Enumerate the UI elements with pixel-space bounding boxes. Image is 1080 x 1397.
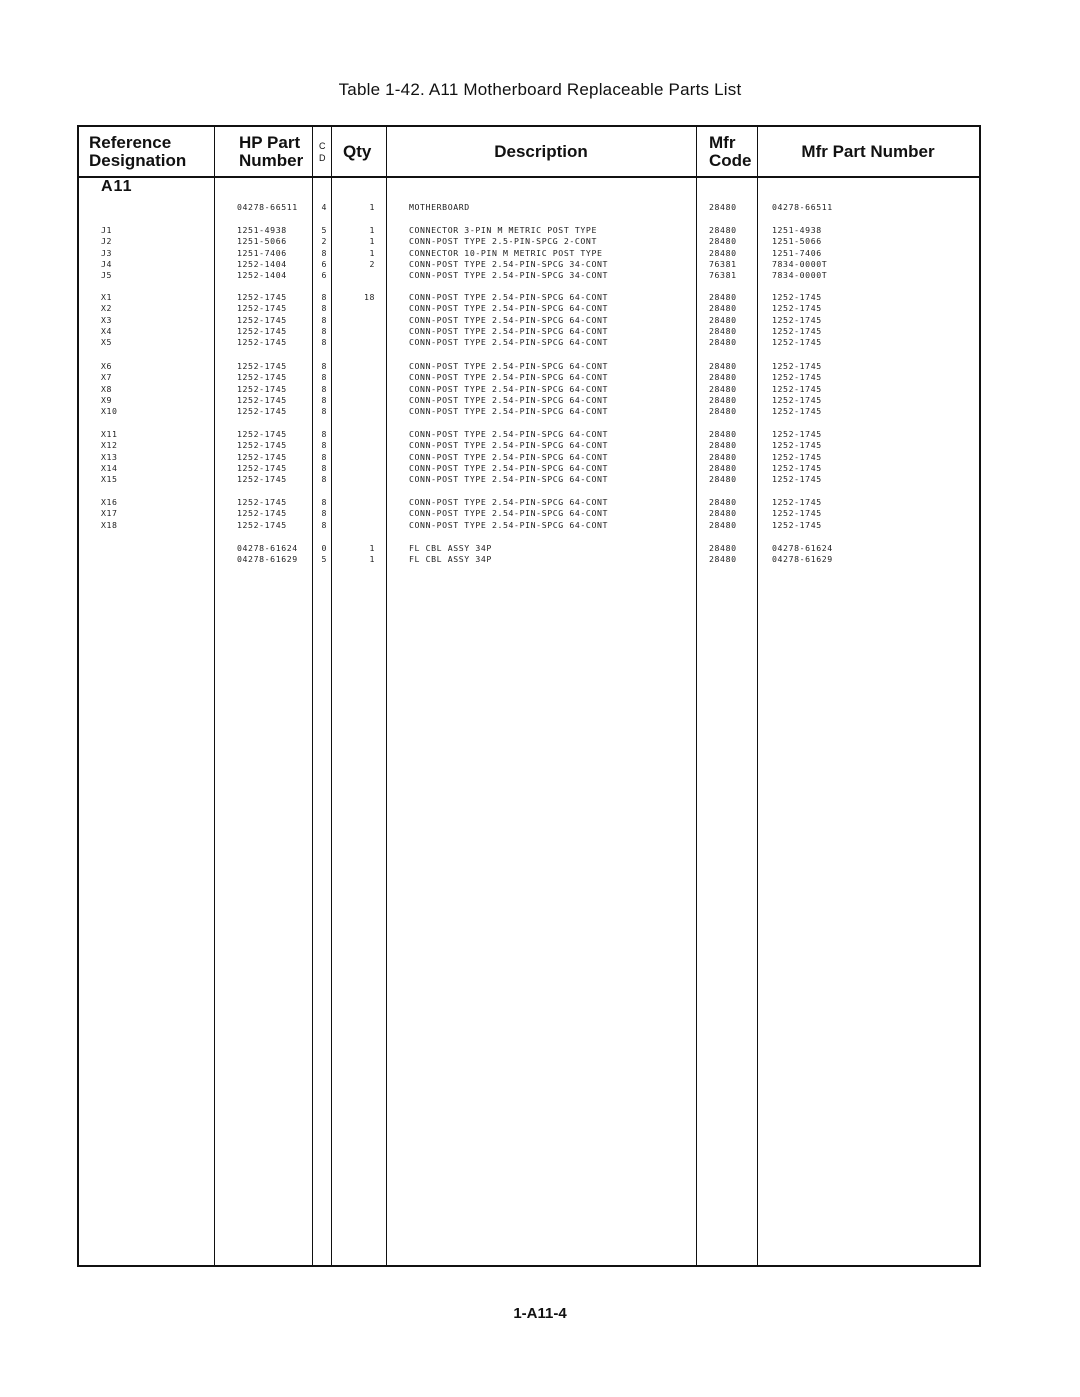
header-mfr-code [709, 127, 752, 176]
cell-description: FL CBL ASSY 34P [409, 554, 492, 565]
cell-cd: 5 [321, 225, 327, 235]
cell-mfr-part-number: 1252-1745 [772, 394, 822, 405]
header-cd [319, 127, 326, 176]
cell-mfr-part-number: 7834-0000T [772, 258, 828, 269]
cell-hp-part-number: 1252-1745 [237, 406, 287, 417]
cell-hp-part-number: 1252-1745 [237, 361, 287, 371]
cell-reference: X17 [101, 508, 118, 519]
cell-cd: 8 [321, 429, 327, 439]
cell-qty: 1 [369, 202, 375, 212]
cell-mfr-part-number: 1252-1745 [772, 314, 822, 325]
cell-cd: 8 [321, 314, 327, 325]
header-description: Description [494, 141, 588, 161]
cell-mfr-code: 28480 [709, 361, 737, 371]
column-divider [331, 127, 332, 1265]
cell-reference: X12 [101, 440, 118, 451]
cell-reference: J1 [101, 225, 113, 235]
cell-mfr-code: 28480 [709, 451, 737, 462]
cell-description: CONN-POST TYPE 2.54-PIN-SPCG 64-CONT [409, 383, 609, 394]
column-divider [696, 127, 697, 1265]
cell-mfr-code: 28480 [709, 440, 737, 451]
column-divider [214, 127, 215, 1265]
cell-mfr-code: 28480 [709, 337, 737, 348]
cell-hp-part-number: 1252-1745 [237, 383, 287, 394]
cell-mfr-code: 28480 [709, 202, 737, 212]
cell-cd: 8 [321, 303, 327, 314]
cell-mfr-code: 28480 [709, 508, 737, 519]
cell-reference: X10 [101, 406, 118, 417]
cell-hp-part-number: 1252-1745 [237, 325, 287, 336]
cell-mfr-code: 28480 [709, 394, 737, 405]
cell-mfr-code: 28480 [709, 292, 737, 302]
cell-qty: 1 [369, 247, 375, 258]
cell-reference: X16 [101, 497, 118, 507]
cell-hp-part-number: 1252-1745 [237, 497, 287, 507]
cell-description: CONNECTOR 3-PIN M METRIC POST TYPE [409, 225, 597, 235]
cell-cd: 8 [321, 383, 327, 394]
cell-hp-part-number: 1252-1745 [237, 451, 287, 462]
cell-reference: X2 [101, 303, 113, 314]
cell-mfr-part-number: 04278-61629 [772, 554, 833, 565]
cell-description: CONN-POST TYPE 2.54-PIN-SPCG 64-CONT [409, 462, 609, 473]
cell-mfr-part-number: 04278-66511 [772, 202, 833, 212]
cell-mfr-part-number: 1252-1745 [772, 451, 822, 462]
table-header [79, 127, 979, 178]
cell-mfr-code: 28480 [709, 543, 737, 553]
cell-qty: 1 [369, 554, 375, 565]
cell-mfr-part-number: 1252-1745 [772, 519, 822, 530]
cell-mfr-part-number: 1252-1745 [772, 383, 822, 394]
cell-cd: 8 [321, 325, 327, 336]
cell-mfr-part-number: 1252-1745 [772, 497, 822, 507]
cell-description: CONN-POST TYPE 2.54-PIN-SPCG 64-CONT [409, 361, 609, 371]
cell-description: CONN-POST TYPE 2.54-PIN-SPCG 64-CONT [409, 303, 609, 314]
cell-reference: X8 [101, 383, 113, 394]
cell-cd: 8 [321, 247, 327, 258]
cell-cd: 8 [321, 406, 327, 417]
column-divider [757, 127, 758, 1265]
cell-cd: 0 [321, 543, 327, 553]
column-divider [386, 127, 387, 1265]
cell-mfr-part-number: 1252-1745 [772, 337, 822, 348]
table-title: Table 1-42. A11 Motherboard Replaceable Parts List [338, 80, 742, 99]
cell-mfr-code: 28480 [709, 247, 737, 258]
cell-mfr-part-number: 1252-1745 [772, 292, 822, 302]
cell-cd: 8 [321, 497, 327, 507]
cell-qty: 1 [369, 225, 375, 235]
cell-cd: 8 [321, 519, 327, 530]
cell-mfr-code: 28480 [709, 406, 737, 417]
cell-description: FL CBL ASSY 34P [409, 543, 492, 553]
cell-mfr-part-number: 1252-1745 [772, 462, 822, 473]
cell-hp-part-number: 1252-1745 [237, 292, 287, 302]
cell-cd: 8 [321, 372, 327, 383]
cell-mfr-code: 28480 [709, 314, 737, 325]
cell-qty: 1 [369, 236, 375, 247]
cell-reference: X11 [101, 429, 118, 439]
cell-mfr-code: 28480 [709, 554, 737, 565]
cell-mfr-code: 28480 [709, 372, 737, 383]
cell-reference: J4 [101, 258, 113, 269]
header-mfr-part-number: Mfr Part Number [801, 141, 935, 161]
cell-hp-part-number: 1252-1745 [237, 519, 287, 530]
header-ref-line2: Designation [89, 150, 187, 170]
cell-description: CONN-POST TYPE 2.5-PIN-SPCG 2-CONT [409, 236, 597, 247]
cell-hp-part-number: 1252-1745 [237, 462, 287, 473]
header-mfr-line1: Mfr [709, 132, 736, 152]
cell-cd: 8 [321, 440, 327, 451]
cell-reference: X13 [101, 451, 118, 462]
cell-hp-part-number: 1252-1404 [237, 258, 287, 269]
cell-reference: J5 [101, 270, 113, 281]
cell-hp-part-number: 04278-61624 [237, 543, 298, 553]
cell-description: MOTHERBOARD [409, 202, 470, 212]
cell-mfr-part-number: 1251-5066 [772, 236, 822, 247]
cell-reference: X14 [101, 462, 118, 473]
cell-hp-part-number: 1251-4938 [237, 225, 287, 235]
cell-description: CONN-POST TYPE 2.54-PIN-SPCG 64-CONT [409, 314, 609, 325]
header-hp-line2: Number [239, 150, 304, 170]
cell-qty: 2 [369, 258, 375, 269]
cell-mfr-part-number: 1252-1745 [772, 508, 822, 519]
cell-mfr-part-number: 1252-1745 [772, 325, 822, 336]
cell-description: CONN-POST TYPE 2.54-PIN-SPCG 64-CONT [409, 519, 609, 530]
cell-hp-part-number: 04278-66511 [237, 202, 298, 212]
cell-description: CONN-POST TYPE 2.54-PIN-SPCG 64-CONT [409, 440, 609, 451]
cell-reference: X18 [101, 519, 118, 530]
cell-qty: 18 [363, 292, 375, 302]
cell-description: CONN-POST TYPE 2.54-PIN-SPCG 64-CONT [409, 325, 609, 336]
cell-cd: 8 [321, 337, 327, 348]
cell-cd: 8 [321, 474, 327, 485]
cell-hp-part-number: 1252-1745 [237, 394, 287, 405]
cell-cd: 8 [321, 292, 327, 302]
header-ref-line1: Reference [89, 132, 172, 152]
cell-cd: 8 [321, 451, 327, 462]
header-qty: Qty [343, 141, 372, 161]
header-cd-line1: C [319, 140, 326, 151]
cell-description: CONN-POST TYPE 2.54-PIN-SPCG 64-CONT [409, 394, 609, 405]
cell-reference: X4 [101, 325, 113, 336]
cell-mfr-part-number: 1251-7406 [772, 247, 822, 258]
cell-description: CONN-POST TYPE 2.54-PIN-SPCG 64-CONT [409, 337, 609, 348]
cell-mfr-code: 28480 [709, 383, 737, 394]
cell-hp-part-number: 1252-1745 [237, 303, 287, 314]
header-mfr-line2: Code [709, 150, 752, 170]
cell-cd: 8 [321, 462, 327, 473]
cell-description: CONNECTOR 10-PIN M METRIC POST TYPE [409, 247, 603, 258]
cell-description: CONN-POST TYPE 2.54-PIN-SPCG 64-CONT [409, 497, 609, 507]
cell-description: CONN-POST TYPE 2.54-PIN-SPCG 64-CONT [409, 292, 609, 302]
cell-mfr-part-number: 1252-1745 [772, 372, 822, 383]
cell-cd: 5 [321, 554, 327, 565]
cell-description: CONN-POST TYPE 2.54-PIN-SPCG 64-CONT [409, 429, 609, 439]
cell-mfr-code: 76381 [709, 270, 737, 281]
cell-reference: X5 [101, 337, 113, 348]
cell-mfr-part-number: 1251-4938 [772, 225, 822, 235]
cell-mfr-part-number: 1252-1745 [772, 429, 822, 439]
cell-mfr-code: 28480 [709, 225, 737, 235]
cell-hp-part-number: 1251-5066 [237, 236, 287, 247]
cell-description: CONN-POST TYPE 2.54-PIN-SPCG 34-CONT [409, 270, 609, 281]
cell-description: CONN-POST TYPE 2.54-PIN-SPCG 64-CONT [409, 508, 609, 519]
cell-description: CONN-POST TYPE 2.54-PIN-SPCG 34-CONT [409, 258, 609, 269]
cell-hp-part-number: 1252-1745 [237, 440, 287, 451]
cell-cd: 2 [321, 236, 327, 247]
section-label: A11 [101, 178, 133, 195]
cell-cd: 6 [321, 258, 327, 269]
cell-reference: J3 [101, 247, 113, 258]
cell-hp-part-number: 1252-1745 [237, 429, 287, 439]
cell-hp-part-number: 1252-1745 [237, 314, 287, 325]
header-hp-line1: HP Part [239, 132, 301, 152]
header-reference-designation [89, 127, 186, 176]
cell-mfr-code: 76381 [709, 258, 737, 269]
cell-mfr-part-number: 1252-1745 [772, 406, 822, 417]
cell-hp-part-number: 1252-1745 [237, 474, 287, 485]
cell-hp-part-number: 1252-1745 [237, 508, 287, 519]
cell-hp-part-number: 1252-1745 [237, 337, 287, 348]
cell-cd: 6 [321, 270, 327, 281]
cell-hp-part-number: 04278-61629 [237, 554, 298, 565]
cell-reference: X1 [101, 292, 113, 302]
cell-mfr-part-number: 1252-1745 [772, 303, 822, 314]
cell-mfr-code: 28480 [709, 497, 737, 507]
parts-table [77, 125, 981, 1267]
cell-reference: X3 [101, 314, 113, 325]
cell-hp-part-number: 1252-1404 [237, 270, 287, 281]
cell-mfr-code: 28480 [709, 303, 737, 314]
cell-mfr-part-number: 1252-1745 [772, 440, 822, 451]
cell-mfr-code: 28480 [709, 474, 737, 485]
cell-hp-part-number: 1251-7406 [237, 247, 287, 258]
header-hp-part-number [239, 127, 303, 176]
cell-mfr-code: 28480 [709, 325, 737, 336]
cell-cd: 8 [321, 508, 327, 519]
cell-mfr-code: 28480 [709, 462, 737, 473]
cell-description: CONN-POST TYPE 2.54-PIN-SPCG 64-CONT [409, 372, 609, 383]
cell-qty: 1 [369, 543, 375, 553]
cell-reference: X15 [101, 474, 118, 485]
cell-reference: X9 [101, 394, 113, 405]
cell-mfr-part-number: 7834-0000T [772, 270, 828, 281]
cell-mfr-part-number: 1252-1745 [772, 361, 822, 371]
cell-mfr-code: 28480 [709, 236, 737, 247]
cell-cd: 8 [321, 394, 327, 405]
cell-mfr-part-number: 1252-1745 [772, 474, 822, 485]
cell-cd: 8 [321, 361, 327, 371]
cell-reference: X7 [101, 372, 113, 383]
cell-hp-part-number: 1252-1745 [237, 372, 287, 383]
cell-mfr-code: 28480 [709, 519, 737, 530]
page-number: 1-A11-4 [513, 1305, 567, 1322]
header-cd-line2: D [319, 152, 326, 163]
cell-mfr-part-number: 04278-61624 [772, 543, 833, 553]
cell-description: CONN-POST TYPE 2.54-PIN-SPCG 64-CONT [409, 474, 609, 485]
cell-description: CONN-POST TYPE 2.54-PIN-SPCG 64-CONT [409, 451, 609, 462]
cell-reference: X6 [101, 361, 113, 371]
cell-mfr-code: 28480 [709, 429, 737, 439]
cell-description: CONN-POST TYPE 2.54-PIN-SPCG 64-CONT [409, 406, 609, 417]
cell-cd: 4 [321, 202, 327, 212]
cell-reference: J2 [101, 236, 113, 247]
